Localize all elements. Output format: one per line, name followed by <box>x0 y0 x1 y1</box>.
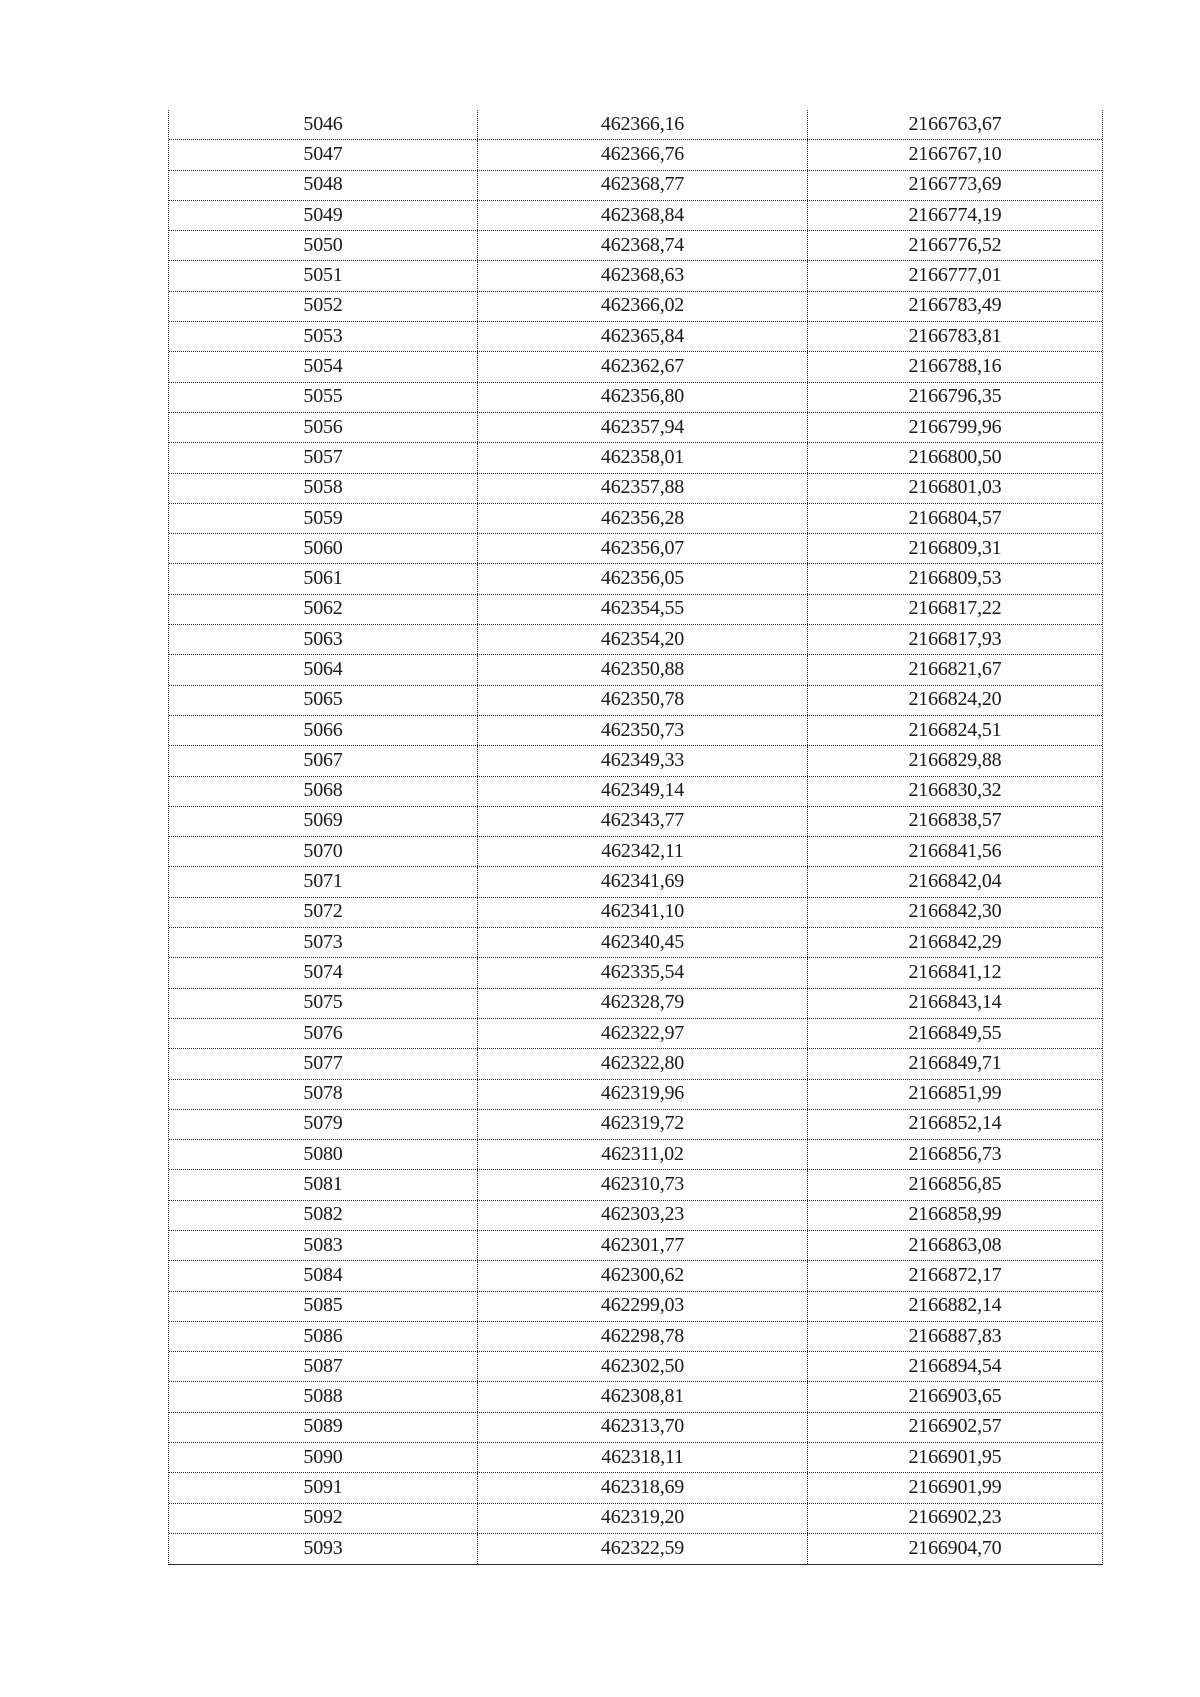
point-number-cell: 5077 <box>169 1049 478 1078</box>
table-row <box>169 807 1102 837</box>
point-number-cell: 5065 <box>169 686 478 715</box>
y-coordinate-cell: 2166774,19 <box>908 203 1002 226</box>
point-number-cell: 5090 <box>169 1443 478 1472</box>
point-number-cell: 5080 <box>169 1140 478 1169</box>
table-row <box>169 413 1102 443</box>
x-coordinate-cell: 462349,33 <box>478 746 808 775</box>
point-number-cell: 5056 <box>169 413 478 442</box>
point-number-cell: 5072 <box>169 898 478 927</box>
point-number-cell: 5092 <box>169 1504 478 1533</box>
x-coordinate-cell: 462328,79 <box>478 989 808 1018</box>
y-coordinate-cell: 2166773,69 <box>908 173 1002 196</box>
x-coordinate-cell: 462356,07 <box>478 534 808 563</box>
table-row <box>169 837 1102 867</box>
x-coordinate-cell: 462301,77 <box>478 1231 808 1260</box>
table-row <box>169 595 1102 625</box>
table-row <box>169 1322 1102 1352</box>
y-coordinate-cell: 2166858,99 <box>908 1203 1002 1226</box>
x-coordinate-cell: 462319,72 <box>478 1110 808 1139</box>
point-number-cell: 5049 <box>169 201 478 230</box>
table-row <box>169 110 1102 140</box>
y-coordinate-cell: 2166783,49 <box>908 294 1002 317</box>
x-coordinate-cell: 462310,73 <box>478 1170 808 1199</box>
table-row <box>169 1352 1102 1382</box>
x-coordinate-cell: 462319,96 <box>478 1080 808 1109</box>
table-row <box>169 1110 1102 1140</box>
point-number-cell: 5064 <box>169 655 478 684</box>
point-number-cell: 5058 <box>169 474 478 503</box>
point-number-cell: 5073 <box>169 928 478 957</box>
table-row <box>169 1504 1102 1534</box>
y-coordinate-cell: 2166902,23 <box>908 1506 1002 1529</box>
y-coordinate-cell: 2166863,08 <box>908 1233 1002 1256</box>
x-coordinate-cell: 462350,88 <box>478 655 808 684</box>
table-row <box>169 1443 1102 1473</box>
table-row <box>169 1382 1102 1412</box>
point-number-cell: 5076 <box>169 1019 478 1048</box>
table-row <box>169 1140 1102 1170</box>
table-row <box>169 655 1102 685</box>
table-row <box>169 1231 1102 1261</box>
x-coordinate-cell: 462349,14 <box>478 777 808 806</box>
table-row <box>169 140 1102 170</box>
x-coordinate-cell: 462366,02 <box>478 292 808 321</box>
y-coordinate-cell: 2166821,67 <box>908 657 1002 680</box>
point-number-cell: 5055 <box>169 383 478 412</box>
table-row <box>169 261 1102 291</box>
table-row <box>169 746 1102 776</box>
table-row <box>169 1049 1102 1079</box>
table-row <box>169 352 1102 382</box>
x-coordinate-cell: 462358,01 <box>478 443 808 472</box>
y-coordinate-cell: 2166809,53 <box>908 567 1002 590</box>
y-coordinate-cell: 2166843,14 <box>908 991 1002 1014</box>
y-coordinate-cell: 2166841,12 <box>908 960 1002 983</box>
y-coordinate-cell: 2166777,01 <box>908 264 1002 287</box>
table-row <box>169 1080 1102 1110</box>
y-coordinate-cell: 2166852,14 <box>908 1112 1002 1135</box>
x-coordinate-cell: 462308,81 <box>478 1382 808 1411</box>
table-row <box>169 1201 1102 1231</box>
x-coordinate-cell: 462298,78 <box>478 1322 808 1351</box>
x-coordinate-cell: 462299,03 <box>478 1292 808 1321</box>
x-coordinate-cell: 462357,94 <box>478 413 808 442</box>
x-coordinate-cell: 462350,73 <box>478 716 808 745</box>
y-coordinate-cell: 2166801,03 <box>908 476 1002 499</box>
x-coordinate-cell: 462362,67 <box>478 352 808 381</box>
y-coordinate-cell: 2166829,88 <box>908 748 1002 771</box>
x-coordinate-cell: 462356,05 <box>478 564 808 593</box>
x-coordinate-cell: 462368,74 <box>478 231 808 260</box>
point-number-cell: 5082 <box>169 1201 478 1230</box>
y-coordinate-cell: 2166856,85 <box>908 1173 1002 1196</box>
point-number-cell: 5074 <box>169 958 478 987</box>
point-number-cell: 5057 <box>169 443 478 472</box>
coordinates-table <box>168 110 1103 1565</box>
table-row <box>169 867 1102 897</box>
x-coordinate-cell: 462335,54 <box>478 958 808 987</box>
table-row <box>169 292 1102 322</box>
y-coordinate-cell: 2166817,22 <box>908 597 1002 620</box>
y-coordinate-cell: 2166901,99 <box>908 1476 1002 1498</box>
x-coordinate-cell: 462365,84 <box>478 322 808 351</box>
y-coordinate-cell: 2166824,51 <box>908 718 1002 741</box>
table-row <box>169 474 1102 504</box>
table-row <box>169 1019 1102 1049</box>
x-coordinate-cell: 462319,20 <box>478 1504 808 1533</box>
table-row <box>169 171 1102 201</box>
point-number-cell: 5051 <box>169 261 478 290</box>
x-coordinate-cell: 462368,63 <box>478 261 808 290</box>
y-coordinate-cell: 2166788,16 <box>908 355 1002 378</box>
table-row <box>169 504 1102 534</box>
table-row <box>169 443 1102 473</box>
point-number-cell: 5084 <box>169 1261 478 1290</box>
point-number-cell: 5086 <box>169 1322 478 1351</box>
point-number-cell: 5083 <box>169 1231 478 1260</box>
x-coordinate-cell: 462341,69 <box>478 867 808 896</box>
y-coordinate-cell: 2166872,17 <box>908 1263 1002 1286</box>
x-coordinate-cell: 462302,50 <box>478 1352 808 1381</box>
x-coordinate-cell: 462322,59 <box>478 1534 808 1564</box>
point-number-cell: 5081 <box>169 1170 478 1199</box>
point-number-cell: 5061 <box>169 564 478 593</box>
point-number-cell: 5063 <box>169 625 478 654</box>
point-number-cell: 5068 <box>169 777 478 806</box>
table-row <box>169 1261 1102 1291</box>
table-row <box>169 231 1102 261</box>
y-coordinate-cell: 2166817,93 <box>908 627 1002 650</box>
y-coordinate-cell: 2166894,54 <box>908 1354 1002 1377</box>
y-coordinate-cell: 2166799,96 <box>908 415 1002 438</box>
x-coordinate-cell: 462342,11 <box>478 837 808 866</box>
y-coordinate-cell: 2166830,32 <box>908 779 1002 802</box>
point-number-cell: 5047 <box>169 140 478 169</box>
x-coordinate-cell: 462318,11 <box>478 1443 808 1472</box>
point-number-cell: 5089 <box>169 1413 478 1442</box>
point-number-cell: 5070 <box>169 837 478 866</box>
y-coordinate-cell: 2166887,83 <box>908 1324 1002 1347</box>
table-row <box>169 201 1102 231</box>
point-number-cell: 5069 <box>169 807 478 836</box>
table-row <box>169 1534 1102 1564</box>
x-coordinate-cell: 462322,80 <box>478 1049 808 1078</box>
point-number-cell: 5048 <box>169 171 478 200</box>
y-coordinate-cell: 2166796,35 <box>908 385 1002 408</box>
x-coordinate-cell: 462356,80 <box>478 383 808 412</box>
x-coordinate-cell: 462343,77 <box>478 807 808 836</box>
table-row <box>169 898 1102 928</box>
y-coordinate-cell: 2166767,10 <box>908 142 1002 165</box>
table-row <box>169 564 1102 594</box>
x-coordinate-cell: 462300,62 <box>478 1261 808 1290</box>
point-number-cell: 5085 <box>169 1292 478 1321</box>
table-row <box>169 777 1102 807</box>
point-number-cell: 5046 <box>169 110 478 139</box>
x-coordinate-cell: 462368,77 <box>478 171 808 200</box>
y-coordinate-cell: 2166783,81 <box>908 324 1002 347</box>
y-coordinate-cell: 2166842,29 <box>908 930 1002 953</box>
table-row <box>169 928 1102 958</box>
y-coordinate-cell: 2166809,31 <box>908 536 1002 559</box>
y-coordinate-cell: 2166763,67 <box>908 112 1002 135</box>
table-row <box>169 322 1102 352</box>
x-coordinate-cell: 462350,78 <box>478 686 808 715</box>
y-coordinate-cell: 2166804,57 <box>908 506 1002 529</box>
y-coordinate-cell: 2166824,20 <box>908 688 1002 711</box>
point-number-cell: 5091 <box>169 1473 478 1502</box>
point-number-cell: 5088 <box>169 1382 478 1411</box>
table-row <box>169 1292 1102 1322</box>
point-number-cell: 5066 <box>169 716 478 745</box>
table-row <box>169 1170 1102 1200</box>
x-coordinate-cell: 462354,55 <box>478 595 808 624</box>
table-row <box>169 1413 1102 1443</box>
point-number-cell: 5079 <box>169 1110 478 1139</box>
x-coordinate-cell: 462356,28 <box>478 504 808 533</box>
point-number-cell: 5052 <box>169 292 478 321</box>
point-number-cell: 5050 <box>169 231 478 260</box>
y-coordinate-cell: 2166901,95 <box>908 1445 1002 1468</box>
x-coordinate-cell: 462318,69 <box>478 1473 808 1502</box>
x-coordinate-cell: 462322,97 <box>478 1019 808 1048</box>
y-coordinate-cell: 2166856,73 <box>908 1142 1002 1165</box>
x-coordinate-cell: 462341,10 <box>478 898 808 927</box>
point-number-cell: 5071 <box>169 867 478 896</box>
table-row <box>169 716 1102 746</box>
y-coordinate-cell: 2166842,30 <box>908 900 1002 923</box>
x-coordinate-cell: 462340,45 <box>478 928 808 957</box>
y-coordinate-cell: 2166800,50 <box>908 445 1002 468</box>
x-coordinate-cell: 462357,88 <box>478 474 808 503</box>
y-coordinate-cell: 2166851,99 <box>908 1082 1002 1105</box>
point-number-cell: 5078 <box>169 1080 478 1109</box>
y-coordinate-cell: 2166776,52 <box>908 233 1002 256</box>
y-coordinate-cell: 2166838,57 <box>908 809 1002 832</box>
point-number-cell: 5054 <box>169 352 478 381</box>
point-number-cell: 5087 <box>169 1352 478 1381</box>
point-number-cell: 5067 <box>169 746 478 775</box>
x-coordinate-cell: 462368,84 <box>478 201 808 230</box>
table-row <box>169 1473 1102 1503</box>
y-coordinate-cell: 2166841,56 <box>908 839 1002 862</box>
x-coordinate-cell: 462354,20 <box>478 625 808 654</box>
y-coordinate-cell: 2166842,04 <box>908 870 1002 893</box>
x-coordinate-cell: 462313,70 <box>478 1413 808 1442</box>
y-coordinate-cell: 2166902,57 <box>908 1415 1002 1438</box>
y-coordinate-cell: 2166904,70 <box>908 1537 1002 1560</box>
table-row <box>169 989 1102 1019</box>
point-number-cell: 5093 <box>169 1534 478 1564</box>
point-number-cell: 5075 <box>169 989 478 1018</box>
x-coordinate-cell: 462366,16 <box>478 110 808 139</box>
table-row <box>169 534 1102 564</box>
point-number-cell: 5053 <box>169 322 478 351</box>
table-row <box>169 686 1102 716</box>
point-number-cell: 5059 <box>169 504 478 533</box>
y-coordinate-cell: 2166849,55 <box>908 1021 1002 1044</box>
x-coordinate-cell: 462366,76 <box>478 140 808 169</box>
y-coordinate-cell: 2166882,14 <box>908 1294 1002 1317</box>
table-row <box>169 383 1102 413</box>
point-number-cell: 5060 <box>169 534 478 563</box>
y-coordinate-cell: 2166849,71 <box>908 1051 1002 1074</box>
table-row <box>169 625 1102 655</box>
x-coordinate-cell: 462311,02 <box>478 1140 808 1169</box>
point-number-cell: 5062 <box>169 595 478 624</box>
table-row <box>169 958 1102 988</box>
x-coordinate-cell: 462303,23 <box>478 1201 808 1230</box>
y-coordinate-cell: 2166903,65 <box>908 1385 1002 1408</box>
